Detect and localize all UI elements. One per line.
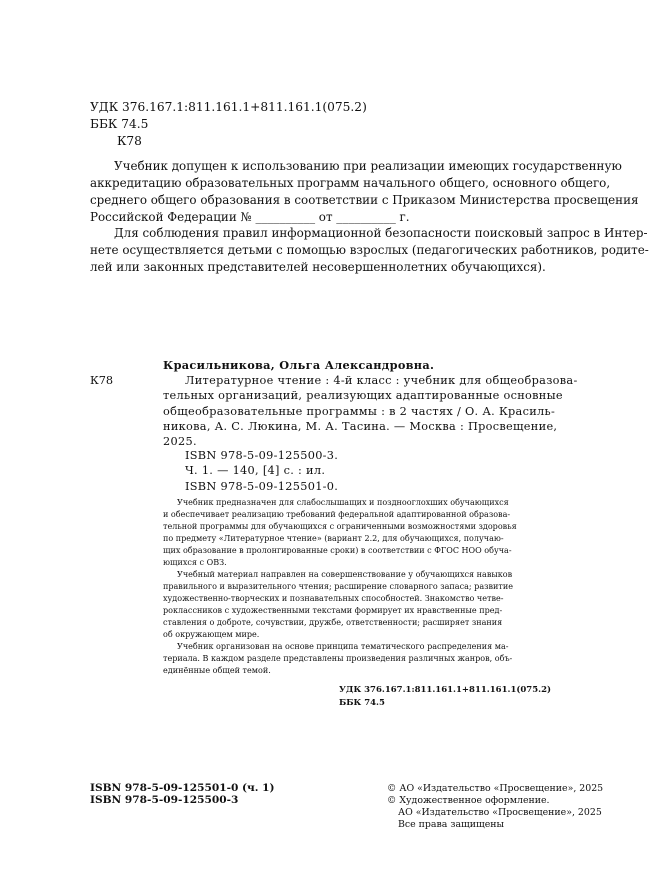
approval-line: Учебник допущен к использованию при реализации имеющих государственную bbox=[114, 159, 622, 173]
bbk-code-bottom: ББК 74.5 bbox=[339, 698, 385, 708]
copyright-line: АО «Издательство «Просвещение», 2025 bbox=[398, 807, 602, 818]
annotation-line: художественно-творческих и познавательных способностей. Знакомство четве- bbox=[163, 594, 504, 604]
annotation-line: тельной программы для обучающихся с ограниченными возможностями здоровья bbox=[163, 522, 517, 532]
annotation-line: Учебник организован на основе принципа тематического распределения ма- bbox=[177, 642, 509, 651]
annotation-line: и обеспечивает реализацию требований федеральной адаптированной образова- bbox=[163, 510, 511, 520]
card-isbn-line: ISBN 978-5-09-125500-3. bbox=[185, 449, 339, 462]
card-annotation-3 bbox=[163, 641, 512, 677]
card-description-line: общеобразовательные программы : в 2 частях / О. А. Красиль- bbox=[163, 404, 556, 418]
footer-isbn-set: ISBN 978-5-09-125500-3 bbox=[90, 794, 239, 806]
annotation-line: по предмету «Литературное чтение» (вариант 2.2, для обучающихся, получаю- bbox=[163, 534, 504, 544]
footer-isbn-part: ISBN 978-5-09-125501-0 (ч. 1) bbox=[90, 782, 275, 794]
annotation-line: об окружающем мире. bbox=[163, 630, 260, 640]
safety-line: нете осуществляется детьми с помощью взрослых (педагогических работников, родите- bbox=[90, 242, 649, 257]
card-annotation-1 bbox=[163, 497, 517, 570]
bbk-code-top: ББК 74.5 bbox=[90, 117, 149, 131]
annotation-line: роклассников с художественными текстами формирует их нравственные пред- bbox=[163, 606, 503, 616]
annotation-line: правильного и выразительного чтения; расширение словарного запаса; развитие bbox=[163, 582, 513, 592]
annotation-line: ставления о доброте, сочувствии, дружбе, ответственности; расширяет знания bbox=[163, 618, 503, 628]
card-annotation-2 bbox=[163, 569, 513, 642]
udk-code-top: УДК 376.167.1:811.161.1+811.161.1(075.2) bbox=[90, 100, 367, 114]
card-description-line: тельных организаций, реализующих адаптированные основные bbox=[163, 389, 563, 403]
safety-line: Для соблюдения правил информационной безопасности поисковый запрос в Интер- bbox=[114, 226, 648, 240]
annotation-line: щих образование в пролонгированные сроки) в соответствии с ФГОС НОО обуча- bbox=[163, 546, 512, 556]
card-description-line: никова, А. С. Люкина, М. А. Тасина. — Москва : Просвещение, bbox=[163, 419, 558, 433]
copyright-block bbox=[387, 783, 603, 831]
approval-paragraph bbox=[90, 158, 639, 226]
safety-line: лей или законных представителей несовершеннолетних обучающихся). bbox=[90, 259, 546, 274]
card-isbn-line: ISBN 978-5-09-125501-0. bbox=[185, 479, 339, 493]
annotation-line: единённые общей темой. bbox=[163, 666, 271, 676]
card-author: Красильникова, Ольга Александровна. bbox=[163, 358, 435, 372]
card-isbn-line: Ч. 1. — 140, [4] с. : ил. bbox=[185, 464, 326, 478]
card-isbn-block bbox=[185, 448, 338, 494]
annotation-line: Учебный материал направлен на совершенствование у обучающихся навыков bbox=[177, 570, 513, 579]
card-description-line: Литературное чтение : 4-й класс : учебник для общеобразова- bbox=[185, 374, 578, 387]
author-mark-top: К78 bbox=[117, 134, 142, 148]
card-author-mark: К78 bbox=[90, 374, 114, 387]
annotation-line: териала. В каждом разделе представлены произведения различных жанров, объ- bbox=[163, 654, 513, 664]
card-description-line: 2025. bbox=[163, 435, 197, 449]
copyright-line: © Художественное оформление. bbox=[387, 795, 550, 806]
safety-paragraph bbox=[90, 225, 649, 276]
rights-reserved: Все права защищены bbox=[398, 819, 504, 830]
card-description bbox=[163, 373, 578, 449]
udk-code-bottom: УДК 376.167.1:811.161.1+811.161.1(075.2) bbox=[339, 685, 552, 695]
annotation-line: Учебник предназначен для слабослышащих и позднооглохших обучающихся bbox=[177, 498, 509, 507]
approval-line: Российской Федерации № __________ от __________ г. bbox=[90, 209, 410, 224]
approval-line: аккредитацию образовательных программ начального общего, основного общего, bbox=[90, 175, 611, 190]
annotation-line: ющихся с ОВЗ. bbox=[163, 558, 227, 568]
copyright-line: © АО «Издательство «Просвещение», 2025 bbox=[387, 783, 604, 794]
approval-line: среднего общего образования в соответствии с Приказом Министерства просвещения bbox=[90, 192, 639, 207]
